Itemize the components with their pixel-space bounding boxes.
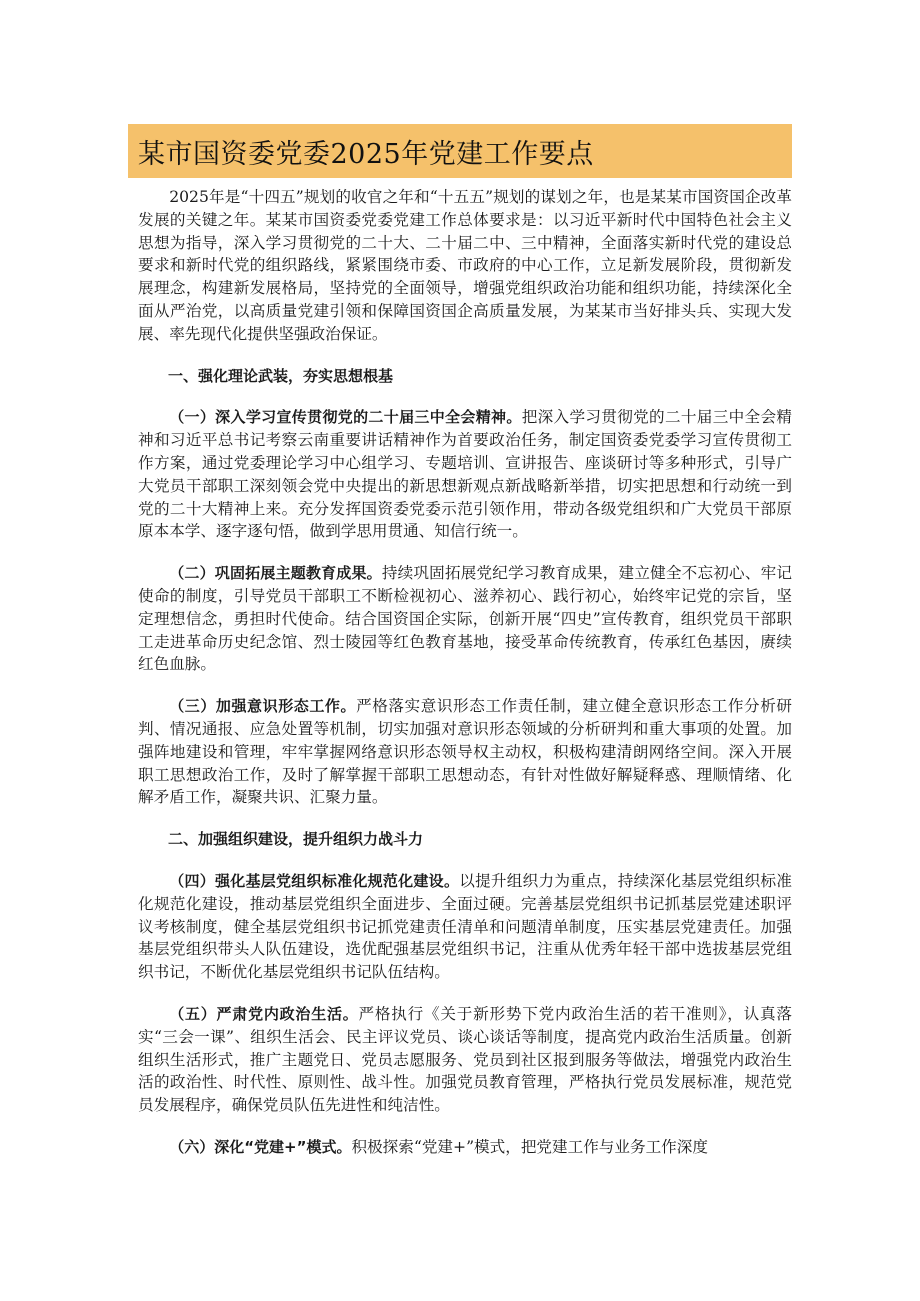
item-lead: （三）加强意识形态工作。	[169, 697, 357, 716]
item-paragraph-3	[138, 695, 792, 809]
item-paragraph-1	[138, 406, 792, 543]
item-lead: （六）深化“党建+”模式。	[169, 1137, 352, 1156]
section-heading-1: 一、强化理论武装，夯实思想根基	[168, 366, 394, 385]
item-paragraph-5	[138, 1003, 792, 1117]
item-paragraph-6	[138, 1136, 792, 1159]
item-lead: （五）严肃党内政治生活。	[169, 1004, 359, 1023]
item-lead: （四）强化基层党组织标准化规范化建设。	[169, 871, 460, 890]
item-body: 以提升组织力为重点，持续深化基层党组织标准化规范化建设，推动基层党组织全面进步、全面过硬。完善基层党组织书记抓基层党建述职评议考核制度，健全基层党组织书记抓党建责任清单和问题清单制度，压实基层党建责任。加强基层党组织带头人队伍建设，选优配强基层党组织书记，注重从优秀年轻干部中选拔基层党组织书记，不断优化基层党组织书记队伍结构。	[138, 871, 792, 982]
item-body: 把深入学习贯彻党的二十届三中全会精神和习近平总书记考察云南重要讲话精神作为首要政治任务，制定国资委党委学习宣传贯彻工作方案，通过党委理论学习中心组学习、专题培训、宣讲报告、座谈研讨等多种形式，引导广大党员干部职工深刻领会党中央提出的新思想新观点新战略新举措，切实把思想和行动统一到党的二十大精神上来。充分发挥国资委党委示范引领作用，带动各级党组织和广大党员干部原原本本学、逐字逐句悟，做到学思用贯通、知信行统一。	[138, 408, 792, 541]
item-paragraph-4	[138, 870, 792, 984]
document-title: 某市国资委党委2025年党建工作要点	[138, 138, 594, 170]
item-body: 积极探索“党建+”模式，把党建工作与业务工作深度	[351, 1137, 708, 1156]
document-body	[138, 186, 792, 1178]
item-body: 严格执行《关于新形势下党内政治生活的若干准则》，认真落实“三会一课”、组织生活会、民主评议党员、谈心谈话等制度，提高党内政治生活质量。创新组织生活形式，推广主题党日、党员志愿服务、党员到社区报到服务等做法，增强党内政治生活的政治性、时代性、原则性、战斗性。加强党员教育管理，严格执行党员发展标准，规范党员发展程序，确保党员队伍先进性和纯洁性。	[138, 1004, 792, 1115]
item-body: 严格落实意识形态工作责任制，建立健全意识形态工作分析研判、情况通报、应急处置等机制，切实加强对意识形态领域的分析研判和重大事项的处置。加强阵地建设和管理，牢牢掌握网络意识形态领导权主动权，积极构建清朗网络空间。深入开展职工思想政治工作，及时了解掌握干部职工思想动态，有针对性做好解疑释惑、理顺情绪、化解矛盾工作，凝聚共识、汇聚力量。	[138, 697, 792, 807]
item-body: 持续巩固拓展党纪学习教育成果，建立健全不忘初心、牢记使命的制度，引导党员干部职工不断检视初心、滋养初心、践行初心，始终牢记党的宗旨，坚定理想信念，勇担时代使命。结合国资国企实际，创新开展“四史”宣传教育，组织党员干部职工走进革命历史纪念馆、烈士陵园等红色教育基地，接受革命传统教育，传承红色基因，赓续红色血脉。	[138, 564, 792, 674]
title-banner	[128, 124, 792, 178]
item-lead: （二）巩固拓展主题教育成果。	[169, 564, 382, 583]
section-heading-2: 二、加强组织建设，提升组织力战斗力	[168, 830, 424, 849]
item-paragraph-2	[138, 562, 792, 676]
intro-paragraph: 2025年是“十四五”规划的收官之年和“十五五”规划的谋划之年，也是某某市国资国企改革发展的关键之年。某某市国资委党委党建工作总体要求是：以习近平新时代中国特色社会主义思想为指导，深入学习贯彻党的二十大、二十届二中、三中精神，全面落实新时代党的建设总要求和新时代党的组织路线，紧紧围绕市委、市政府的中心工作，立足新发展阶段，贯彻新发展理念，构建新发展格局，坚持党的全面领导，增强党组织政治功能和组织功能，持续深化全面从严治党，以高质量党建引领和保障国资国企高质量发展，为某某市当好排头兵、实现大发展、率先现代化提供坚强政治保证。	[138, 188, 792, 343]
item-lead: （一）深入学习宣传贯彻党的二十届三中全会精神。	[169, 408, 522, 427]
